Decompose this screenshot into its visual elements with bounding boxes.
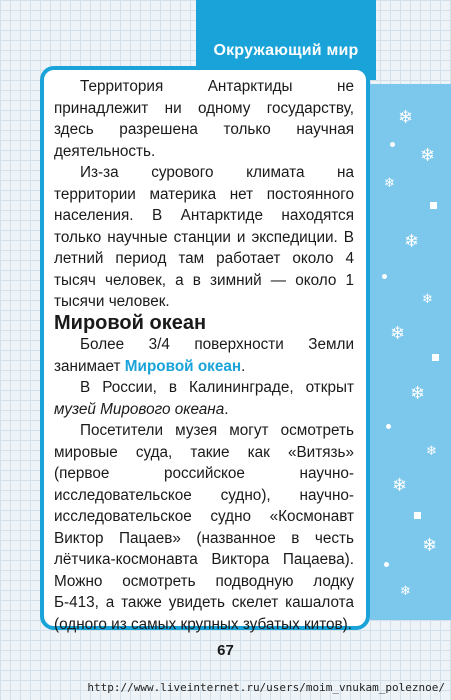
snowflake-icon: ❄ — [426, 443, 437, 458]
paragraph — [54, 334, 354, 377]
paragraph — [54, 377, 354, 420]
highlighted-term: Мировой океан — [124, 357, 242, 375]
snowflake-icon: ❄ — [398, 107, 414, 127]
decorative-side-strip — [370, 84, 451, 620]
snowflake-icon: ❄ — [422, 535, 438, 555]
section-title: Мировой океан — [54, 311, 207, 334]
square-decoration — [432, 354, 439, 361]
dot-decoration — [390, 142, 395, 147]
snowflake-icon: ❄ — [422, 291, 433, 306]
footer-url: http://www.liveinternet.ru/users/moim_vnukam_poleznoe/ — [87, 681, 445, 694]
paragraph: Из-за сурового климата на территории материка нет постоянного населения. В Антарктиде находятся только научные станции и экспедиции. В летний период там работает около 4 тысяч человек, а в зимний — около 1 тысячи человек. — [54, 164, 354, 310]
snowflake-icon: ❄ — [392, 475, 408, 495]
snowflake-icon: ❄ — [420, 145, 436, 165]
snowflake-icon: ❄ — [404, 231, 420, 251]
paragraph: Посетители музея могут осмотреть мировые суда, такие как «Витязь» (первое российское научно-исследовательское судно), научно-исследовательское судно «Космонавт Виктор Пацаев» (названное в честь лётчика-космонавта Виктора Пацаева). Можно осмотреть подводную лодку Б-413, а также увидеть скелет кашалота (одного из самых крупных зубатых китов). — [54, 422, 354, 633]
snowflake-icon: ❄ — [400, 583, 411, 598]
text-fragment: Более 3/4 поверхности Земли занимает — [54, 336, 354, 375]
page-content — [54, 76, 354, 635]
dot-decoration — [382, 274, 387, 279]
paragraph: Территория Антарктиды не принадлежит ни одному государству, здесь разрешена только научная деятельность. — [54, 78, 354, 160]
text-fragment: В России, в Калининграде, открыт — [80, 379, 354, 396]
section-header-label: Окружающий мир — [213, 42, 359, 59]
italic-term: музей Мирового океана — [54, 400, 225, 418]
square-decoration — [414, 512, 421, 519]
snowflake-icon: ❄ — [390, 323, 406, 343]
dot-decoration — [384, 562, 389, 567]
dot-decoration — [386, 424, 391, 429]
page-number: 67 — [217, 642, 234, 659]
text-fragment: . — [224, 400, 229, 418]
snowflake-icon: ❄ — [384, 175, 395, 190]
text-fragment: . — [241, 357, 246, 375]
square-decoration — [430, 202, 437, 209]
snowflake-icon: ❄ — [410, 383, 426, 403]
